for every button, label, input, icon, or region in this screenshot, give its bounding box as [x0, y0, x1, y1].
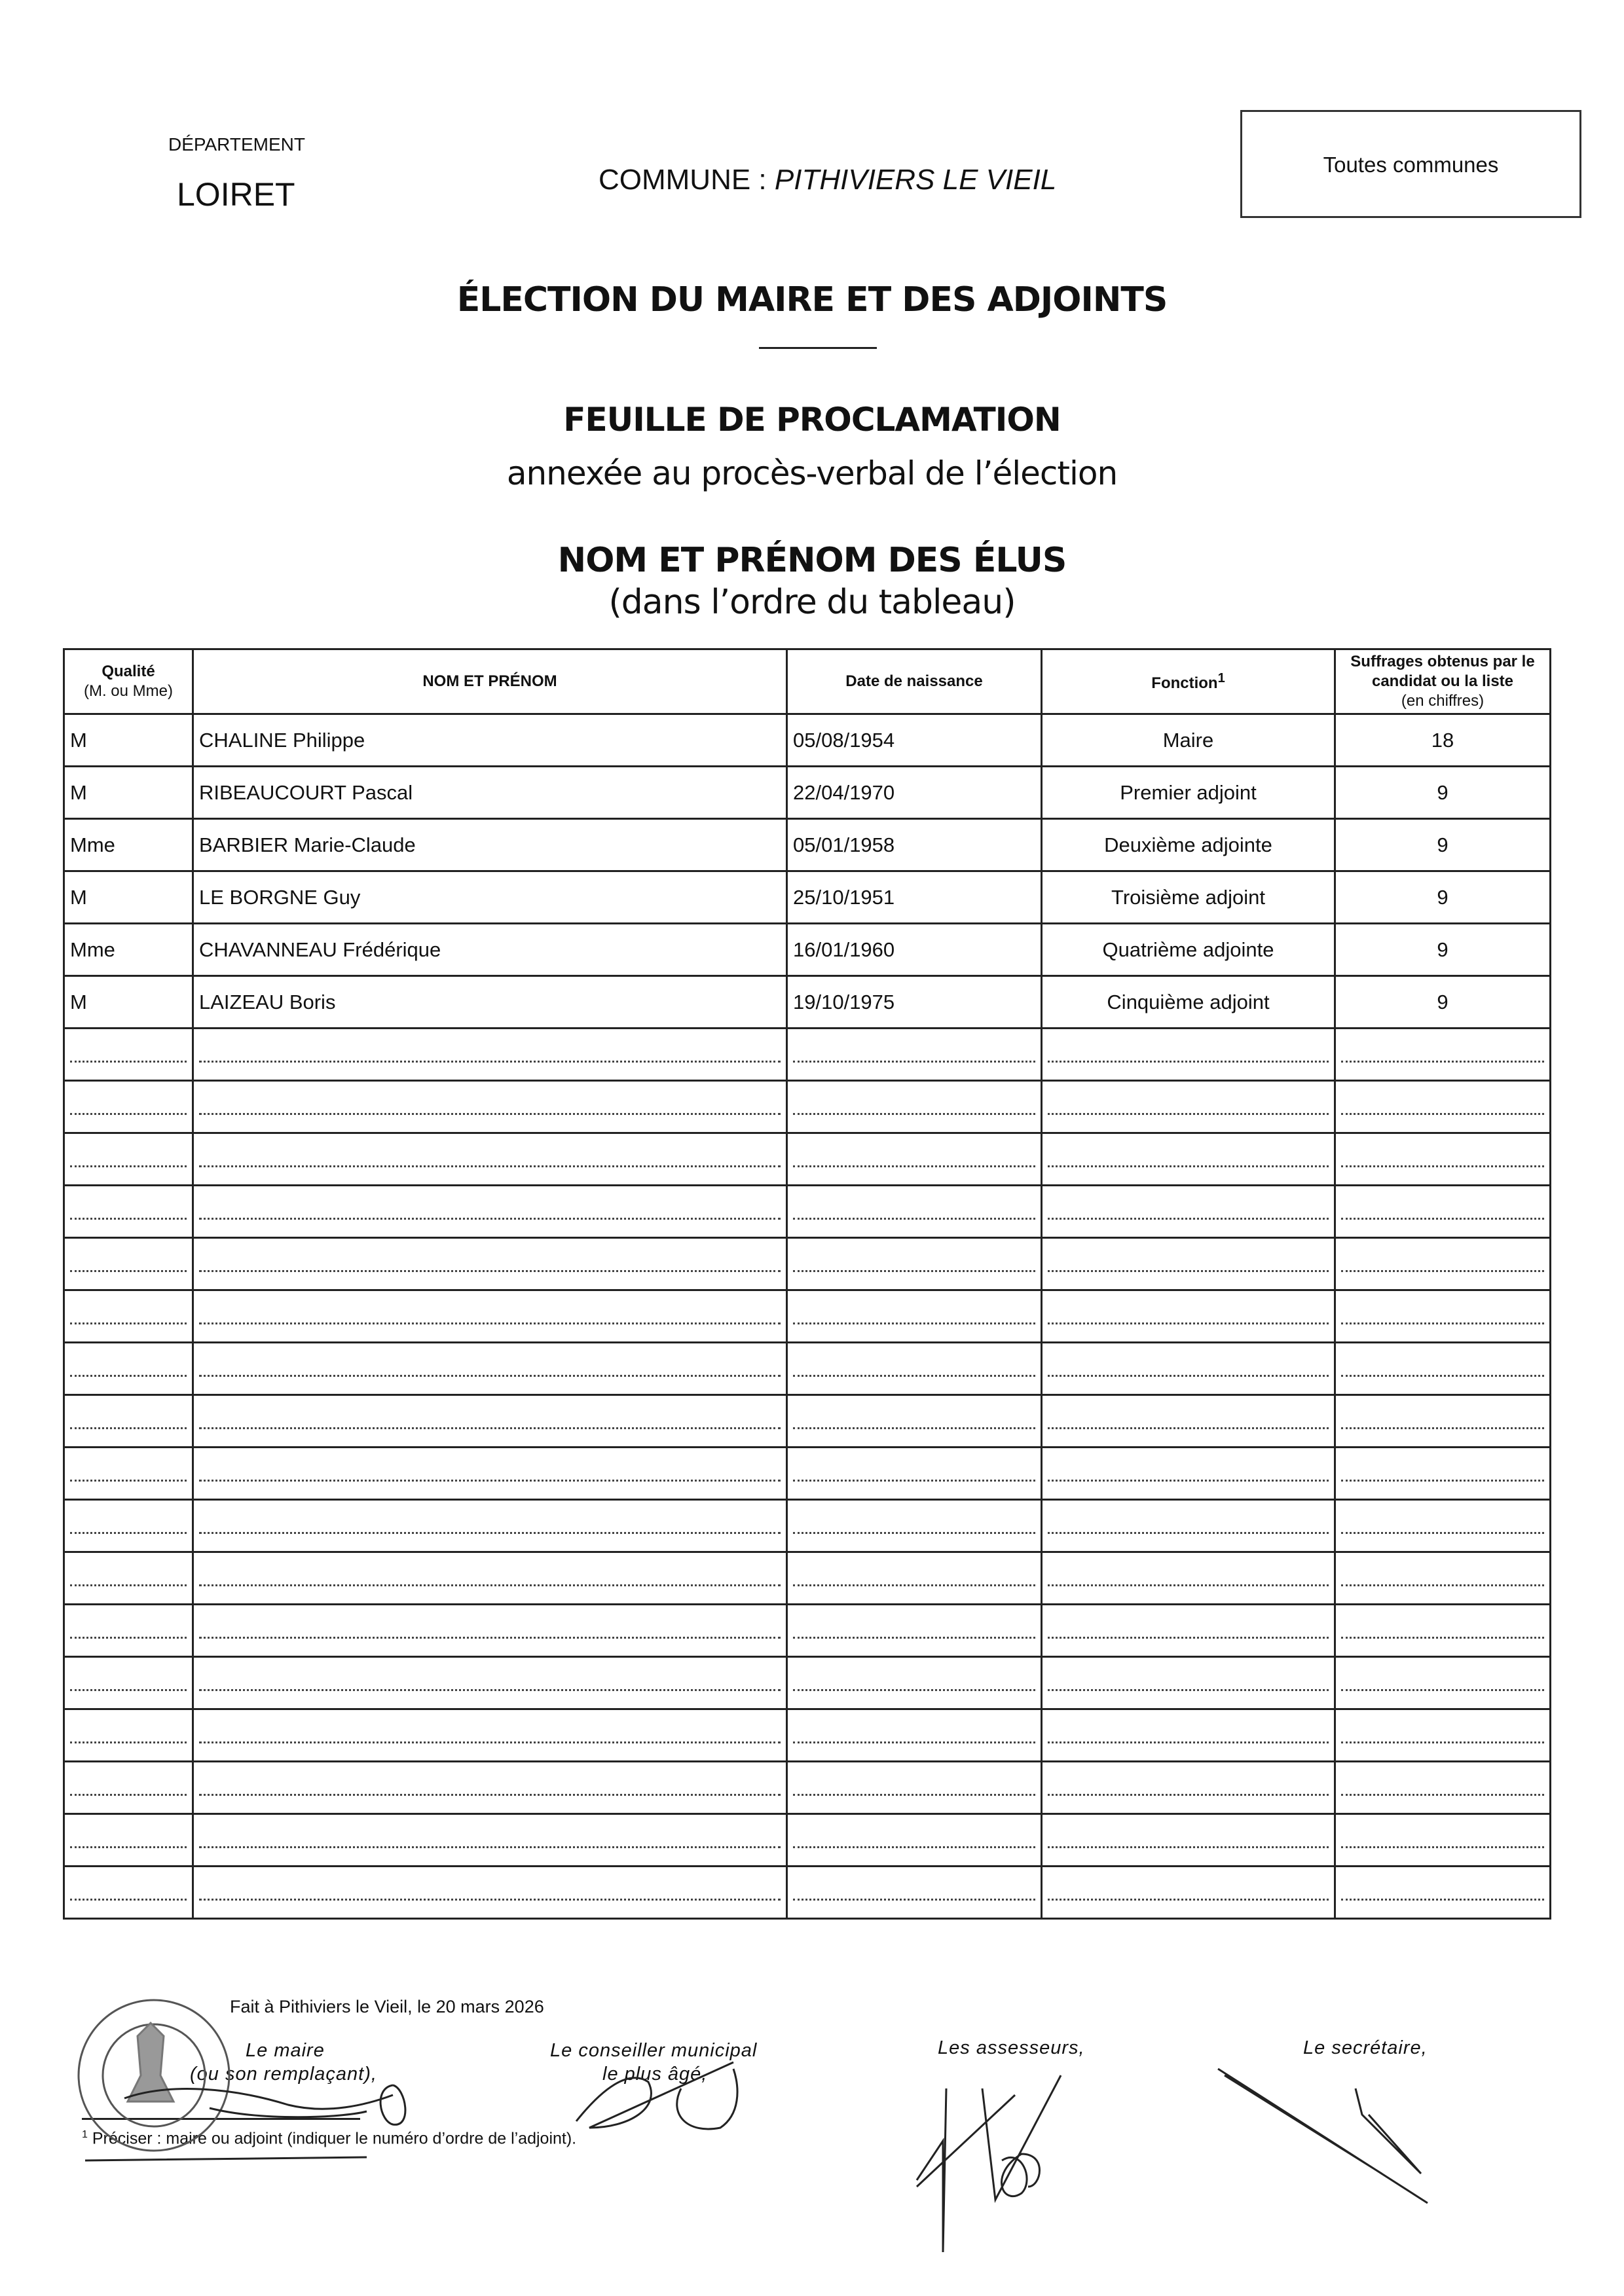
- cell-fonction: Premier adjoint: [1042, 767, 1335, 819]
- header-nom: NOM ET PRÉNOM: [193, 649, 787, 714]
- sheet-subtitle: annexée au procès-verbal de l’élection: [506, 454, 1118, 492]
- commune-type-box: Toutes communes: [1240, 110, 1581, 218]
- cell-qualite: M: [64, 871, 193, 924]
- department-name: LOIRET: [177, 176, 295, 213]
- section-subtitle: (dans l’ordre du tableau): [608, 583, 1016, 622]
- place-date: Fait à Pithiviers le Vieil, le 20 mars 2026: [230, 1997, 544, 2016]
- cell-date: 05/01/1958: [787, 819, 1042, 871]
- secretary-label: Le secrétaire,: [1303, 2037, 1428, 2058]
- councillor-signature: [576, 2062, 737, 2129]
- mayor-label: Le maire: [246, 2040, 325, 2061]
- assessors-label: Les assesseurs,: [938, 2037, 1085, 2058]
- header-suffrages: Suffrages obtenus par le candidat ou la liste (en chiffres): [1335, 649, 1551, 714]
- cell-fonction: Cinquième adjoint: [1042, 976, 1335, 1029]
- cell-date: 22/04/1970: [787, 767, 1042, 819]
- cell-fonction: Troisième adjoint: [1042, 871, 1335, 924]
- cell-date: 25/10/1951: [787, 871, 1042, 924]
- municipal-stamp: [79, 2000, 229, 2151]
- cell-qualite: M: [64, 767, 193, 819]
- cell-qualite: M: [64, 714, 193, 767]
- mayor-sublabel: (ou son remplaçant),: [190, 2064, 377, 2085]
- cell-date: 19/10/1975: [787, 976, 1042, 1029]
- sheet-title: FEUILLE DE PROCLAMATION: [563, 401, 1061, 439]
- cell-nom: BARBIER Marie-Claude: [193, 819, 787, 871]
- commune-name: PITHIVIERS LE VIEIL: [774, 164, 1057, 196]
- section-title: NOM ET PRÉNOM DES ÉLUS: [557, 541, 1067, 580]
- cell-suffrages: 9: [1335, 767, 1551, 819]
- cell-date: 16/01/1960: [787, 924, 1042, 976]
- cell-suffrages: 18: [1335, 714, 1551, 767]
- cell-suffrages: 9: [1335, 976, 1551, 1029]
- councillor-sublabel: le plus âgé,: [602, 2064, 708, 2085]
- cell-nom: CHALINE Philippe: [193, 714, 787, 767]
- cell-nom: RIBEAUCOURT Pascal: [193, 767, 787, 819]
- commune-label: COMMUNE :: [599, 164, 767, 196]
- cell-nom: CHAVANNEAU Frédérique: [193, 924, 787, 976]
- cell-suffrages: 9: [1335, 924, 1551, 976]
- cell-date: 05/08/1954: [787, 714, 1042, 767]
- cell-suffrages: 9: [1335, 819, 1551, 871]
- councillor-label: Le conseiller municipal: [550, 2040, 758, 2061]
- cell-qualite: Mme: [64, 924, 193, 976]
- secretary-signature: [1218, 2069, 1428, 2203]
- assessors-signature: [917, 2075, 1061, 2252]
- footnote: $^1$ Préciser : maire ou adjoint (indiquer le numéro d’ordre de l’adjoint).: [82, 2129, 577, 2148]
- cell-fonction: Quatrième adjointe: [1042, 924, 1335, 976]
- cell-nom: LAIZEAU Boris: [193, 976, 787, 1029]
- department-label: DÉPARTEMENT: [168, 134, 305, 155]
- cell-qualite: M: [64, 976, 193, 1029]
- cell-nom: LE BORGNE Guy: [193, 871, 787, 924]
- header-qualite: Qualité (M. ou Mme): [64, 649, 193, 714]
- header-fonction: Fonction$^1$: [1042, 649, 1335, 714]
- cell-suffrages: 9: [1335, 871, 1551, 924]
- document-title: ÉLECTION DU MAIRE ET DES ADJOINTS: [456, 280, 1168, 319]
- cell-qualite: Mme: [64, 819, 193, 871]
- cell-fonction: Deuxième adjointe: [1042, 819, 1335, 871]
- header-date: Date de naissance: [787, 649, 1042, 714]
- cell-fonction: Maire: [1042, 714, 1335, 767]
